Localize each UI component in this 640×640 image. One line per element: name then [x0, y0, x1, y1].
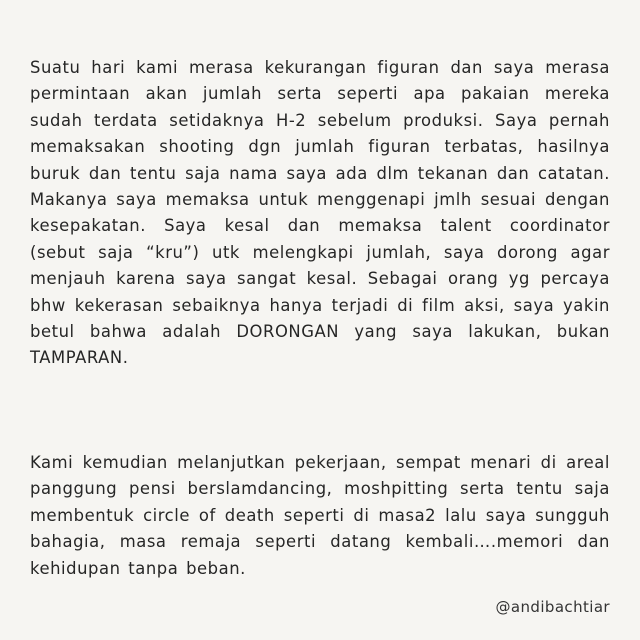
post-paragraph-2: Kami kemudian melanjutkan pekerjaan, sempat menari di areal panggung pensi berslamdancing, moshpitting serta tentu saja membentuk circle of death seperti di masa2 lalu saya sungguh bahagia, masa remaja seperti datang kembali….memori dan kehidupan tanpa beban. [30, 453, 610, 578]
author-handle: @andibachtiar [495, 598, 610, 616]
post-paragraph-1: Suatu hari kami merasa kekurangan figuran dan saya merasa permintaan akan jumlah serta seperti apa pakaian mereka sudah terdata setidaknya H-2 sebelum produksi. Saya pernah memaksakan shooting dgn jumlah figuran terbatas, hasilnya buruk dan tentu saja nama saya ada dlm tekanan dan catatan. Makanya saya memaksa untuk menggenapi jmlh sesuai dengan kesepakatan. Saya kesal dan memaksa talent coordinator (sebut saja “kru”) utk melengkapi jumlah, saya dorong agar menjauh karena saya sangat kesal. Sebagai orang yg percaya bhw kekerasan sebaiknya hanya terjadi di film aksi, saya yakin betul bahwa adalah DORONGAN yang saya lakukan, bukan TAMPARAN. [30, 58, 610, 368]
